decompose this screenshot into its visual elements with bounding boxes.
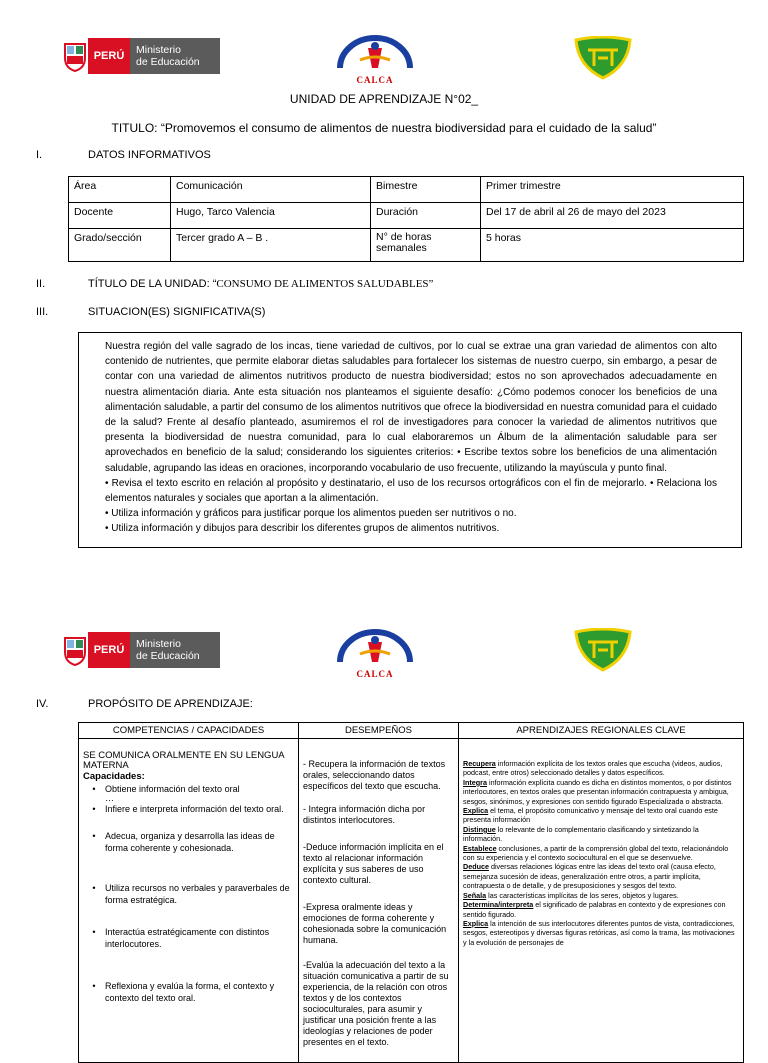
table-header-row bbox=[79, 723, 744, 739]
regional-item bbox=[463, 806, 739, 825]
peru-shield-icon bbox=[62, 39, 88, 73]
section-3-heading: III. SITUACION(ES) SIGNIFICATIVA(S) bbox=[36, 306, 266, 318]
situacion-paragraph: • Utiliza información y gráficos para justificar porque los alimentos pueden ser nutritivos o no. bbox=[105, 508, 517, 520]
ministry-label: Ministerio de Educación bbox=[130, 38, 220, 74]
ministry-label: Ministerio de Educación bbox=[130, 632, 220, 668]
ugel-name: CALCA bbox=[356, 669, 394, 679]
ugel-emblem-icon bbox=[330, 34, 420, 78]
regional-text: diversas relaciones lógicas entre las ideas del texto oral (causa efecto, semejanza sucesión de ideas, generalización entre otros, a partir implícita, contrapuesta o de detalle, y de presuposiciones y sesgos del texto. bbox=[463, 862, 716, 891]
header-regionales: APRENDIZAJES REGIONALES CLAVE bbox=[459, 723, 744, 739]
docente-label: Docente bbox=[69, 203, 171, 229]
desempeno-item: -Evalúa la adecuación del texto a la situación comunicativa a partir de su experiencia, de la relación con otros textos y de los contextos socioculturales, para asumir y justificar una posición frente a las ideologías y relaciones de poder presentes en el texto. bbox=[303, 960, 449, 1047]
peru-shield-icon bbox=[62, 633, 88, 667]
regional-text: la intención de sus interlocutores diferentes puntos de vista, contradicciones, sesgos, estereotipos y diversas figuras retóricas, así como la trama, las motivaciones y la evolución de personajes de bbox=[463, 918, 735, 947]
situacion-paragraph: • Revisa el texto escrito en relación al propósito y destinatario, el uso de los recursos ortográficos con el fin de mejorarlo. • Relaciona los elementos naturales y sociales que aportan a la alimentación. bbox=[105, 477, 717, 505]
regionales-cell bbox=[459, 739, 744, 1063]
regional-verb: Recupera bbox=[463, 759, 496, 768]
regional-verb: Deduce bbox=[463, 862, 489, 872]
duracion-label: Duración bbox=[371, 203, 481, 229]
bimestre-value: Primer trimestre bbox=[481, 177, 744, 203]
regional-text: conclusiones, a partir de la comprensión global del texto, relacionándolo con su experiencia y el contexto sociocultural en el que se desenvuelve. bbox=[463, 843, 729, 863]
duracion-value: Del 17 de abril al 26 de mayo del 2023 bbox=[481, 203, 744, 229]
competencia-name: SE COMUNICA ORALMENTE EN SU LENGUA MATERNA bbox=[83, 750, 285, 771]
regional-verb: Integra bbox=[463, 777, 487, 787]
list-item-ellipsis: … bbox=[105, 793, 114, 803]
regional-item bbox=[463, 825, 739, 844]
ugel-logo bbox=[330, 628, 420, 679]
area-label: Área bbox=[69, 177, 171, 203]
unit-subtitle: TITULO: “Promovemos el consumo de alimentos de nuestra biodiversidad para el cuidado de la salud” bbox=[111, 121, 657, 135]
regional-verb: Distingue bbox=[463, 824, 496, 834]
section-2-heading: II. TÍTULO DE LA UNIDAD: “ CONSUMO DE ALIMENTOS SALUDABLES” bbox=[36, 278, 434, 290]
minedu-logo bbox=[62, 632, 220, 668]
desempeno-item: -Deduce información implícita en el texto al relacionar información explícita y sus saberes de uso contexto cultural. bbox=[303, 842, 444, 885]
desempeno-item: - Recupera la información de textos orales, seleccionando datos específicos del texto que escucha. bbox=[303, 759, 446, 791]
situacion-paragraph: Nuestra región del valle sagrado de los incas, tiene variedad de cultivos, por lo cual se extrae una gran variedad de alimentos con alto contenido de nutrientes, que permite elaborar dietas saludables para fortalecer los sistemas de nuestro cuerpo, sin embargo, a pesar de contar con una variedad de alimentos nutritivos producto de nuestra biodiversidad; estos no son aprovechados adecuadamente en nuestra alimentación diaria. Ante esta situación nos planteamos el siguiente desafío: ¿Cómo podemos conocer los beneficios de una alimentación saludable, a partir del consumo de los alimentos nutritivos que ofrece la biodiversidad en nuestra comunidad para el cuidado de la salud? Frente al desafío planteado, asumiremos el rol de investigadores para conocer la variedad de alimentos nutritivos que presenta la biodiversidad de nuestra comunidad, para lo cual elaboraremos un Álbum de la alimentación saludable para ser aprovechados en beneficio de la salud; considerando los siguientes criterios: • Escribe textos sobre los beneficios de una alimentación saludable, agrupando las ideas en oraciones, incorporando vocabulario de uso frecuente, utilizando la mayúscula y punto final. bbox=[105, 341, 717, 474]
header-competencias: COMPETENCIAS / CAPACIDADES bbox=[79, 723, 299, 739]
desempeno-item: - Integra información dicha por distintos interlocutores. bbox=[303, 804, 426, 825]
regional-verb: Señala bbox=[463, 890, 487, 900]
list-item: • Interactúa estratégicamente con distintos interlocutores. bbox=[92, 927, 270, 949]
area-value: Comunicación bbox=[171, 177, 371, 203]
table-row bbox=[69, 203, 744, 229]
competencias-table bbox=[78, 722, 744, 1063]
regional-item bbox=[463, 891, 739, 900]
regional-verb: Establece bbox=[463, 843, 497, 853]
docente-value: Hugo, Tarco Valencia bbox=[171, 203, 371, 229]
regional-text: las características implícitas de los seres, objetos y lugares. bbox=[486, 890, 679, 900]
capacidades-label: Capacidades: bbox=[83, 771, 145, 782]
list-item: • Reflexiona y evalúa la forma, el contexto y contexto del texto oral. bbox=[92, 981, 275, 1003]
peru-label: PERÚ bbox=[88, 38, 130, 74]
ugel-name: CALCA bbox=[356, 75, 394, 85]
desempeno-item: -Expresa oralmente ideas y emociones de forma coherente y cohesionada sobre la comunicación humana. bbox=[303, 902, 447, 945]
regional-item bbox=[463, 900, 739, 919]
ugel-logo bbox=[330, 34, 420, 85]
list-item: • Utiliza recursos no verbales y paraverbales de forma estratégica. bbox=[92, 883, 290, 905]
peru-label: PERÚ bbox=[88, 632, 130, 668]
list-item: • Adecua, organiza y desarrolla las ideas de forma coherente y cohesionada. bbox=[92, 831, 275, 853]
regional-item bbox=[463, 759, 739, 778]
table-row bbox=[69, 177, 744, 203]
table-row bbox=[69, 229, 744, 262]
regional-verb: Explica bbox=[463, 918, 489, 928]
bimestre-label: Bimestre bbox=[371, 177, 481, 203]
minedu-logo bbox=[62, 38, 220, 74]
list-item: • Obtiene información del texto oral bbox=[92, 784, 240, 794]
regional-item bbox=[463, 844, 739, 863]
horas-label: N° de horas semanales bbox=[371, 229, 481, 262]
section-4-heading: IV. PROPÓSITO DE APRENDIZAJE: bbox=[36, 698, 253, 710]
header-desempenos: DESEMPEÑOS bbox=[299, 723, 459, 739]
regional-text: el significado de palabras en contexto y de expresiones con sentido figurado. bbox=[463, 900, 726, 919]
info-table bbox=[68, 176, 744, 262]
school-crest-icon bbox=[574, 628, 632, 677]
table-row bbox=[79, 739, 744, 1063]
regional-verb: Explica bbox=[463, 806, 489, 816]
regional-item bbox=[463, 778, 739, 806]
regional-text: información explícita cuando es dicha en distintos momentos, o por distintos interlocutores, en textos orales que presentan información contrapuesta y ambigua, sesgos, sinónimos, y expresiones con sentido figurado Especializada o abstracta. bbox=[463, 777, 732, 806]
regional-item bbox=[463, 919, 739, 947]
situacion-box bbox=[78, 332, 742, 548]
regional-item bbox=[463, 862, 739, 890]
section-1-heading: I. DATOS INFORMATIVOS bbox=[36, 149, 211, 161]
horas-value: 5 horas bbox=[481, 229, 744, 262]
desempenos-cell bbox=[299, 739, 459, 1063]
unit-name: CONSUMO DE ALIMENTOS SALUDABLES” bbox=[216, 278, 434, 290]
list-item: • Infiere e interpreta información del texto oral. bbox=[92, 804, 284, 814]
situacion-paragraph: • Utiliza información y dibujos para describir los diferentes grupos de alimentos nutritivos. bbox=[105, 523, 500, 535]
grado-value: Tercer grado A – B . bbox=[171, 229, 371, 262]
school-crest-icon bbox=[574, 36, 632, 85]
regional-text: lo relevante de lo complementario clasificando y sintetizando la información. bbox=[463, 824, 699, 844]
ugel-emblem-icon bbox=[330, 628, 420, 672]
regional-verb: Determina/interpreta bbox=[463, 900, 534, 910]
regional-text: el tema, el propósito comunicativo y mensaje del texto oral cuando este presenta información bbox=[463, 806, 718, 825]
grado-label: Grado/sección bbox=[69, 229, 171, 262]
competencias-cell bbox=[79, 739, 299, 1063]
unit-title: UNIDAD DE APRENDIZAJE N°02_ bbox=[289, 92, 479, 106]
regional-text: información explícita de los textos orales que escucha (videos, audios, podcast, entre otros) seleccionado detalles y datos específicos. bbox=[463, 759, 723, 778]
regionales-list bbox=[463, 759, 739, 947]
